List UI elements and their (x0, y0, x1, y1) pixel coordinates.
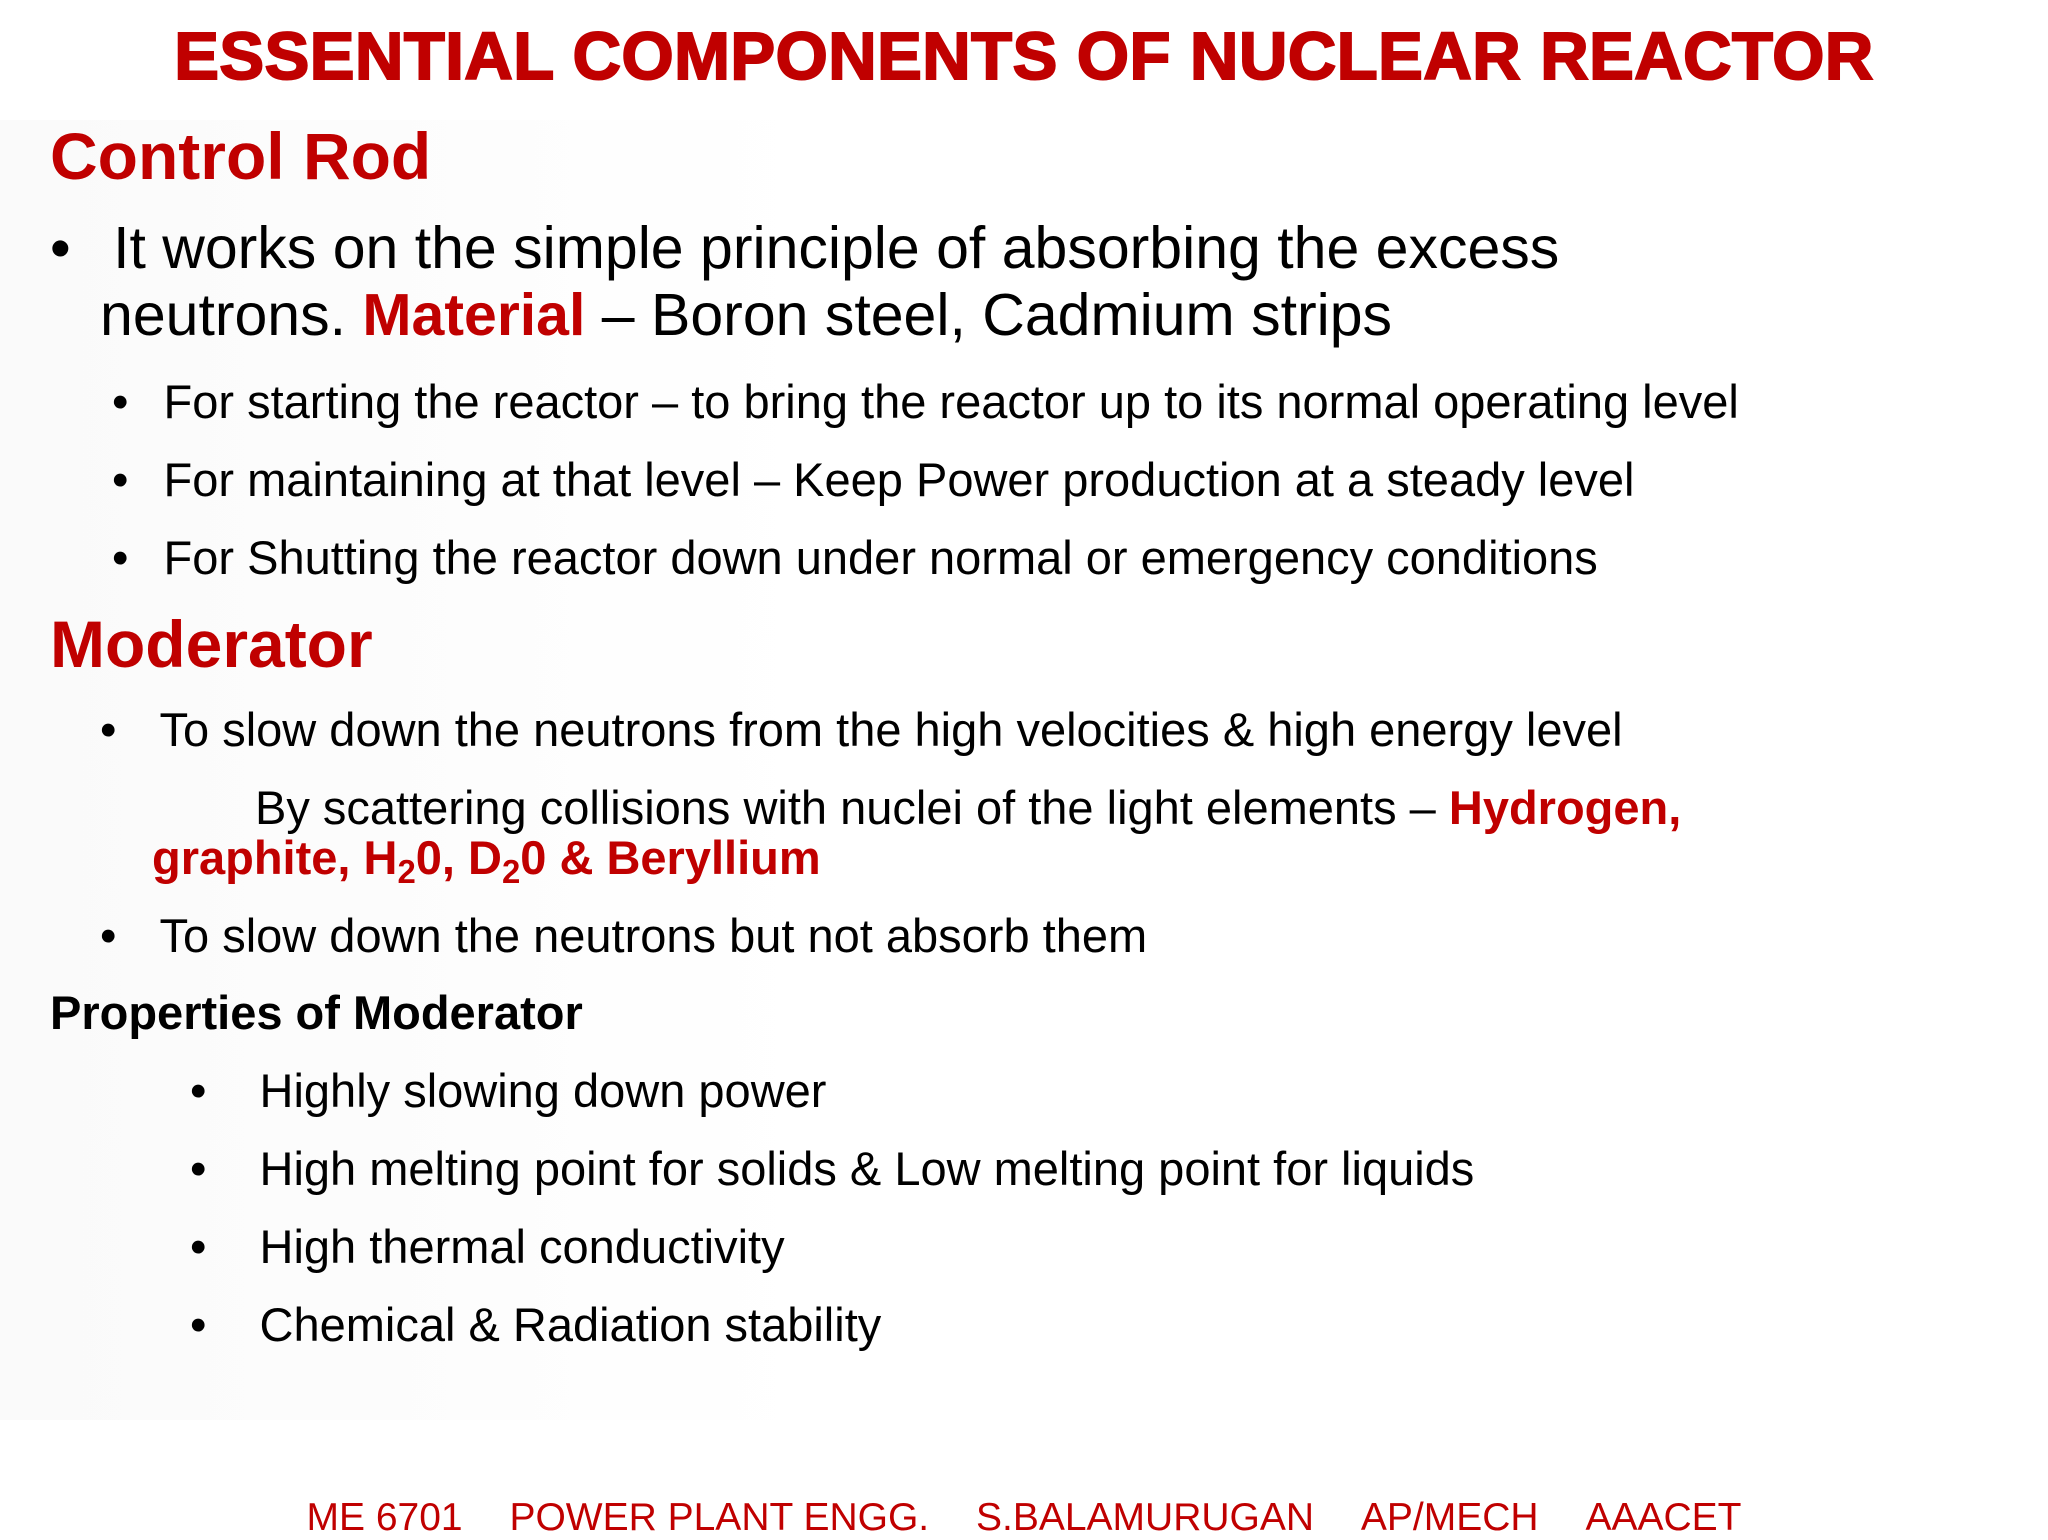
control-rod-use-3 (112, 530, 1598, 585)
property-text: Highly slowing down power (259, 1064, 827, 1117)
bullet-icon: • (100, 703, 117, 756)
property-text: Chemical & Radiation stability (259, 1298, 882, 1351)
subscript: 2 (397, 853, 416, 891)
slide-footer (0, 1496, 2048, 1540)
bullet-icon: • (190, 1142, 207, 1195)
property-item-1 (190, 1063, 826, 1118)
footer-institute: AAACET (1585, 1496, 1742, 1539)
subscript: 2 (501, 853, 521, 891)
control-rod-use-1 (112, 374, 1739, 429)
hydrogen-highlight: Hydrogen, (1448, 781, 1682, 834)
use-text: For maintaining at that level – Keep Power production at a steady level (163, 453, 1635, 506)
footer-author: S.BALAMURUGAN (975, 1496, 1315, 1539)
point-text: To slow down the neutrons from the high velocities & high energy level (159, 703, 1623, 756)
control-rod-intro-line2 (100, 281, 1392, 349)
bullet-icon: • (50, 215, 71, 281)
bullet-icon: • (190, 1298, 207, 1351)
moderator-elements-line (152, 830, 821, 891)
point-text: To slow down the neutrons but not absorb them (159, 909, 1148, 962)
slide-title: ESSENTIAL COMPONENTS OF NUCLEAR REACTOR (174, 19, 1874, 94)
intro-text-line2-start: neutrons. (100, 282, 346, 348)
elements-text: 0 & Beryllium (520, 831, 821, 884)
material-label: Material (362, 282, 586, 348)
control-rod-heading: Control Rod (50, 119, 432, 193)
control-rod-intro-line1 (50, 214, 1559, 282)
bullet-icon: • (100, 909, 117, 962)
elements-text: graphite, H (152, 831, 398, 884)
footer-subject: POWER PLANT ENGG. (509, 1496, 930, 1539)
intro-text-line1: It works on the simple principle of absorbing the excess (113, 215, 1560, 281)
moderator-heading: Moderator (50, 607, 373, 681)
use-text: For starting the reactor – to bring the reactor up to its normal operating level (163, 375, 1739, 428)
property-item-2 (190, 1141, 1474, 1196)
bullet-icon: • (112, 531, 129, 584)
moderator-point-1 (100, 702, 1623, 757)
bullet-icon: • (190, 1220, 207, 1273)
property-text: High melting point for solids & Low melting point for liquids (259, 1142, 1475, 1195)
properties-heading: Properties of Moderator (50, 986, 583, 1039)
material-text: – Boron steel, Cadmium strips (601, 282, 1393, 348)
moderator-point-2 (100, 908, 1147, 963)
control-rod-use-2 (112, 452, 1634, 507)
property-item-3 (190, 1219, 785, 1274)
footer-designation: AP/MECH (1360, 1496, 1539, 1539)
property-text: High thermal conductivity (259, 1220, 785, 1273)
bullet-icon: • (190, 1064, 207, 1117)
footer-course: ME 6701 (306, 1496, 463, 1539)
use-text: For Shutting the reactor down under normal or emergency conditions (163, 531, 1598, 584)
scattering-line (255, 780, 1681, 835)
bullet-icon: • (112, 375, 129, 428)
bullet-icon: • (112, 453, 129, 506)
property-item-4 (190, 1297, 881, 1352)
scattering-text: By scattering collisions with nuclei of the light elements – (255, 781, 1436, 834)
elements-text: 0, D (415, 831, 502, 884)
